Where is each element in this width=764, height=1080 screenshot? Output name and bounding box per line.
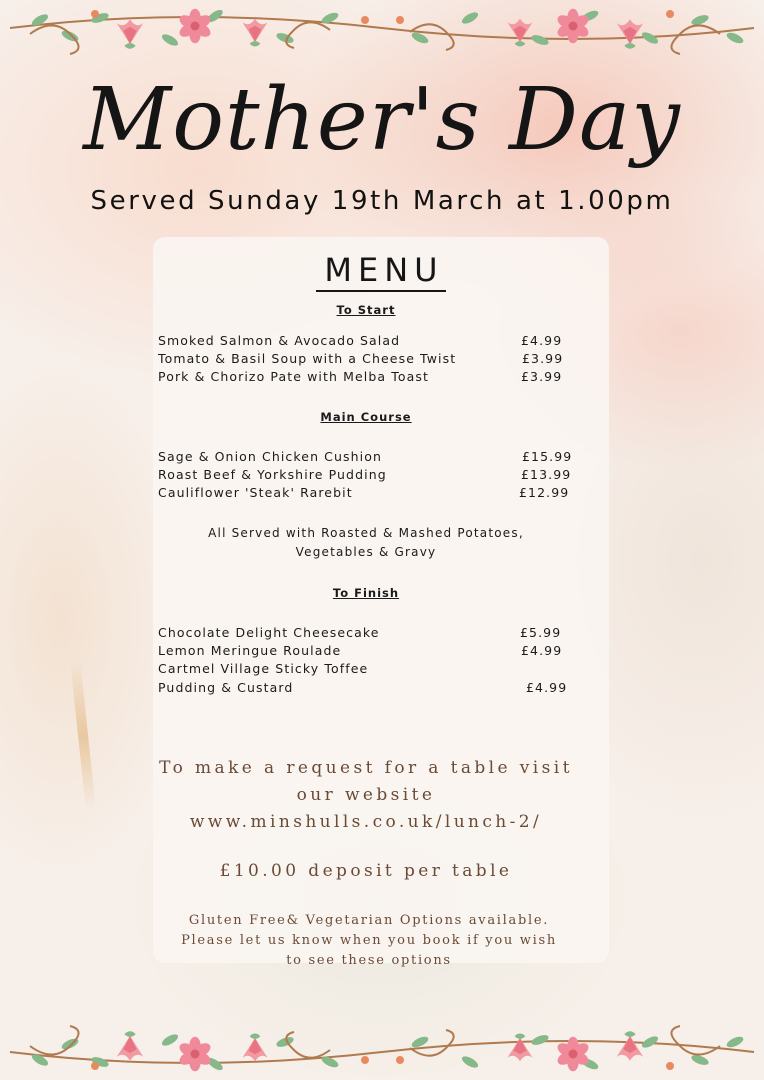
calyx	[515, 41, 526, 46]
dish-name: Pork & Chorizo Pate with Melba Toast	[158, 369, 429, 384]
flower-center	[569, 22, 578, 31]
border-pattern	[10, 8, 754, 54]
flower-center	[191, 1050, 200, 1059]
menu-item	[158, 449, 578, 467]
calyx	[250, 1034, 261, 1039]
options-line: to see these options	[286, 953, 452, 968]
dish-name: Cauliflower 'Steak' Rarebit	[158, 485, 353, 500]
sides-note-line: All Served with Roasted & Mashed Potatoes,	[208, 526, 524, 540]
section-title-starters: To Start	[336, 303, 396, 317]
deposit-note: £10.00 deposit per table	[219, 861, 513, 881]
flower-icon	[177, 1037, 213, 1072]
dish-price: £3.99	[521, 369, 563, 384]
menu-item	[158, 369, 578, 387]
fan-flower-icon	[507, 19, 532, 47]
calyx	[515, 1034, 526, 1039]
vine-swirl	[286, 1032, 330, 1058]
fan-flower-icon	[242, 19, 267, 47]
vine-swirl	[671, 1026, 720, 1055]
dish-name: Cartmel Village Sticky Toffee	[158, 661, 369, 676]
berry	[91, 10, 99, 18]
dish-name: Tomato & Basil Soup with a Cheese Twist	[158, 351, 457, 366]
dish-name: Lemon Meringue Roulade	[158, 643, 342, 658]
calyx	[250, 41, 261, 46]
calyx	[624, 1031, 635, 1037]
dish-price: £12.99	[519, 485, 570, 500]
menu-item	[158, 333, 578, 351]
calyx	[624, 43, 635, 49]
vine-swirl	[671, 25, 720, 54]
menu-item	[158, 661, 578, 679]
fan-flower-icon	[242, 1034, 267, 1062]
dish-price: £3.99	[522, 351, 564, 366]
calyx	[124, 1031, 135, 1037]
leaf-icon	[460, 1054, 480, 1070]
menu-item	[158, 485, 578, 503]
flower-icon	[177, 9, 213, 44]
dish-price: £4.99	[521, 643, 563, 658]
fan-flower-icon	[617, 1031, 644, 1060]
section-title-desserts: To Finish	[332, 586, 400, 600]
leaf-icon	[725, 31, 745, 46]
booking-url: www.minshulls.co.uk/lunch-2/	[189, 812, 543, 832]
menu-item	[158, 680, 578, 698]
leaf-icon	[160, 1032, 180, 1048]
fan-flower-icon	[117, 1031, 144, 1060]
leaf-icon	[530, 1033, 550, 1047]
berry	[396, 1056, 404, 1064]
dish-name: Pudding & Custard	[158, 680, 294, 695]
menu-item	[158, 625, 578, 643]
floral-border-top	[0, 0, 764, 62]
options-line: Please let us know when you book if you wish	[181, 933, 557, 948]
berry	[666, 1062, 674, 1070]
section-title-mains: Main Course	[320, 410, 412, 424]
dish-price: £15.99	[522, 449, 573, 464]
dish-name: Roast Beef & Yorkshire Pudding	[158, 467, 387, 482]
menu-item	[158, 351, 578, 369]
menu-item	[158, 643, 578, 661]
vine-swirl	[286, 22, 330, 48]
leaf-icon	[460, 10, 480, 26]
dish-price: £13.99	[521, 467, 572, 482]
dish-name: Smoked Salmon & Avocado Salad	[158, 333, 401, 348]
dish-name: Sage & Onion Chicken Cushion	[158, 449, 382, 464]
border-pattern	[10, 1026, 754, 1072]
event-date-subtitle: Served Sunday 19th March at 1.00pm	[90, 186, 674, 216]
calyx	[124, 43, 135, 49]
fan-flower-icon	[117, 19, 144, 48]
flower-center	[569, 1050, 578, 1059]
dish-price: £5.99	[520, 625, 562, 640]
page-title: Mother's Day	[83, 70, 681, 170]
sides-note	[153, 524, 579, 562]
options-line: Gluten Free& Vegetarian Options available.	[188, 913, 550, 928]
berry	[361, 1056, 369, 1064]
berry	[396, 16, 404, 24]
dish-price: £4.99	[526, 680, 568, 695]
fan-flower-icon	[507, 1034, 532, 1062]
leaf-icon	[725, 1035, 745, 1050]
flower-center	[191, 22, 200, 31]
menu-heading: MENU	[153, 251, 609, 289]
booking-request	[153, 755, 579, 836]
menu-card	[153, 237, 609, 968]
berry	[361, 16, 369, 24]
booking-line: To make a request for a table visit	[159, 758, 573, 778]
berry	[666, 10, 674, 18]
booking-line: our website	[296, 785, 436, 805]
sides-note-line: Vegetables & Gravy	[295, 545, 437, 559]
leaf-icon	[160, 32, 180, 48]
leaf-icon	[530, 33, 550, 47]
berry	[91, 1062, 99, 1070]
dish-price: £4.99	[521, 333, 563, 348]
floral-border-bottom	[0, 1018, 764, 1080]
menu-item	[158, 467, 578, 485]
dish-name: Chocolate Delight Cheesecake	[158, 625, 380, 640]
dietary-options-note	[149, 911, 589, 971]
fan-flower-icon	[617, 19, 644, 48]
